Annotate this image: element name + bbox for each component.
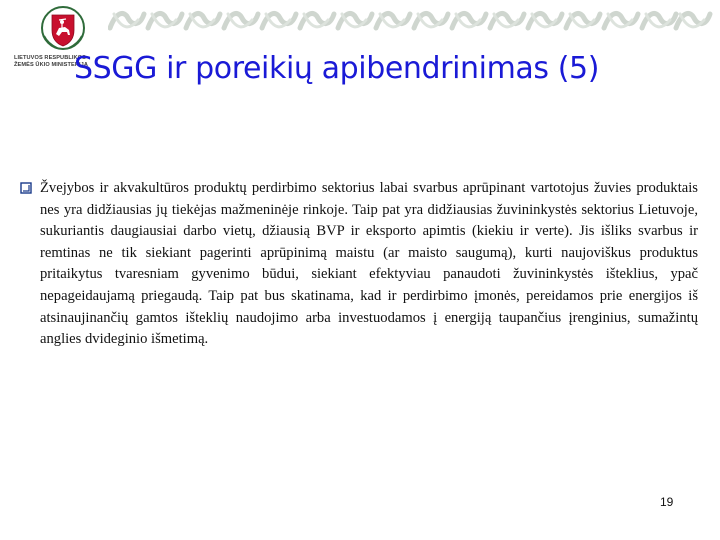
page-number: 19 (660, 495, 674, 509)
logo-text-line1: LIETUVOS RESPUBLIKOS (14, 55, 86, 61)
knot-border-decoration (108, 6, 714, 34)
checkbox-bullet-icon (20, 182, 32, 194)
bullet-paragraph: Žvejybos ir akvakultūros produktų perdirbimo sektorius labai svarbus aprūpinant vartotojus žuvies produktais nes yra didžiausias jų tiekėjas mažmeninėje rinkoje. Taip pat yra didžiausias žuvininkystės sektorius Lietuvoje, sukuriantis daugiausiai darbo vietų, džiausią BVP ir eksporto apimtis (kiekiu ir verte). Jis išliks svarbus ir remtinas ne tik siekiant pagerinti aprūpinimą maistu (ar maisto saugumą), kurti naujoviškus produktus pritaikytus tvaresniam gyvenimo būdui, siekiant efektyviau panaudoti žuvininkystės išteklius, ypač nepageidaujamą priegaudą. Taip pat bus skatinama, kad ir perdirbimo įmonės, pereidamos prie energijos iš atsinaujinančių gamtos išteklių naudojimo arba investuodamos į energiją taupančius įrenginius, sumažintų anglies dvideginio išmetimą. (40, 180, 698, 348)
coat-of-arms-icon (35, 6, 91, 54)
slide-title: SSGG ir poreikių apibendrinimas (5) (74, 51, 600, 86)
logo-text-line2: ŽEMĖS ŪKIO MINISTERIJA (14, 62, 88, 68)
